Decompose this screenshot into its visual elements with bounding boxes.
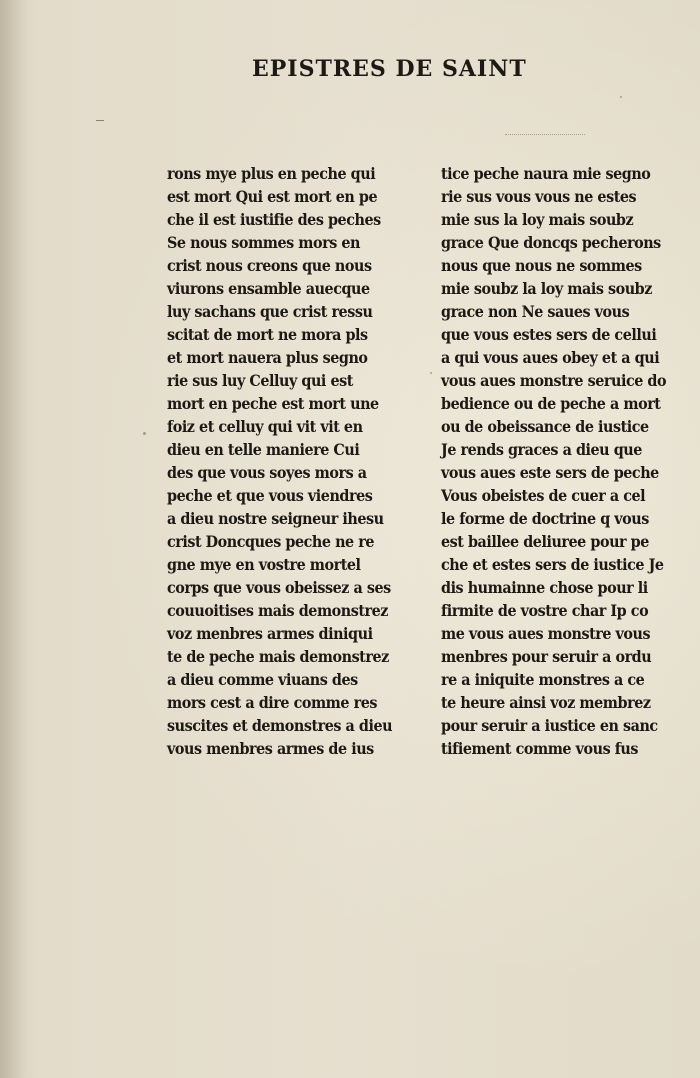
text-line: mors cest a dire comme res (167, 693, 377, 712)
ink-speck (620, 96, 622, 98)
text-line: dieu en telle maniere Cui (167, 440, 360, 459)
text-line: Vous obeistes de cuer a cel (441, 486, 646, 505)
text-line: vous aues este sers de peche (441, 463, 659, 482)
text-line: des que vous soyes mors a (167, 463, 367, 482)
text-line: que vous estes sers de cellui (441, 325, 657, 344)
text-line: le forme de doctrine q vous (441, 509, 649, 528)
text-line: a qui vous aues obey et a qui (441, 348, 660, 367)
text-line: luy sachans que crist ressu (167, 302, 373, 321)
ink-speck (430, 372, 432, 374)
text-line: foiz et celluy qui vit vit en (167, 417, 363, 436)
text-line: me vous aues monstre vous (441, 624, 651, 643)
text-line: nous que nous ne sommes (441, 256, 642, 275)
text-line: grace Que doncqs pecherons (441, 233, 661, 252)
text-line: crist nous creons que nous (167, 256, 372, 275)
faint-marginal-scribble (505, 128, 585, 135)
text-line: che et estes sers de iustice Je (441, 555, 664, 574)
ink-speck (143, 432, 146, 435)
text-line: Se nous sommes mors en (167, 233, 361, 252)
text-line: rons mye plus en peche qui (167, 164, 376, 183)
text-line: a dieu comme viuans des (167, 670, 358, 689)
text-line: couuoitises mais demonstrez (167, 601, 388, 620)
text-line: te de peche mais demonstrez (167, 647, 389, 666)
text-line: viurons ensamble auecque (167, 279, 370, 298)
text-line: bedience ou de peche a mort (441, 394, 661, 413)
text-line: Je rends graces a dieu que (441, 440, 642, 459)
text-line: grace non Ne saues vous (441, 302, 630, 321)
text-line: et mort nauera plus segno (167, 348, 368, 367)
text-line: peche et que vous viendres (167, 486, 373, 505)
text-column-left (167, 162, 392, 760)
text-line: firmite de vostre char Ip co (441, 601, 649, 620)
text-line: rie sus vous vous ne estes (441, 187, 637, 206)
text-line: ou de obeissance de iustice (441, 417, 649, 436)
margin-mark (96, 120, 104, 121)
text-line: mie soubz la loy mais soubz (441, 279, 652, 298)
text-line: tice peche naura mie segno (441, 164, 651, 183)
text-line: pour seruir a iustice en sanc (441, 716, 658, 735)
text-line: scitat de mort ne mora pls (167, 325, 368, 344)
text-line: voz menbres armes diniqui (167, 624, 373, 643)
text-line: rie sus luy Celluy qui est (167, 371, 353, 390)
text-line: gne mye en vostre mortel (167, 555, 361, 574)
text-line: menbres pour seruir a ordu (441, 647, 652, 666)
gutter-shadow (0, 0, 26, 1078)
text-line: mie sus la loy mais soubz (441, 210, 634, 229)
text-line: crist Doncques peche ne re (167, 532, 375, 551)
text-line: suscites et demonstres a dieu (167, 716, 393, 735)
text-line: est baillee deliuree pour pe (441, 532, 649, 551)
running-head: EPISTRES DE SAINT (252, 56, 527, 82)
text-line: vous aues monstre seruice do (441, 371, 667, 390)
text-line: mort en peche est mort une (167, 394, 379, 413)
text-line: vous menbres armes de ius (167, 739, 374, 758)
text-line: tifiement comme vous fus (441, 739, 639, 758)
text-line: re a iniquite monstres a ce (441, 670, 645, 689)
text-column-right (441, 162, 666, 760)
text-line: che il est iustifie des peches (167, 210, 381, 229)
text-line: a dieu nostre seigneur ihesu (167, 509, 384, 528)
text-line: dis humainne chose pour li (441, 578, 648, 597)
text-line: corps que vous obeissez a ses (167, 578, 391, 597)
text-line: est mort Qui est mort en pe (167, 187, 378, 206)
text-line: te heure ainsi voz membrez (441, 693, 651, 712)
